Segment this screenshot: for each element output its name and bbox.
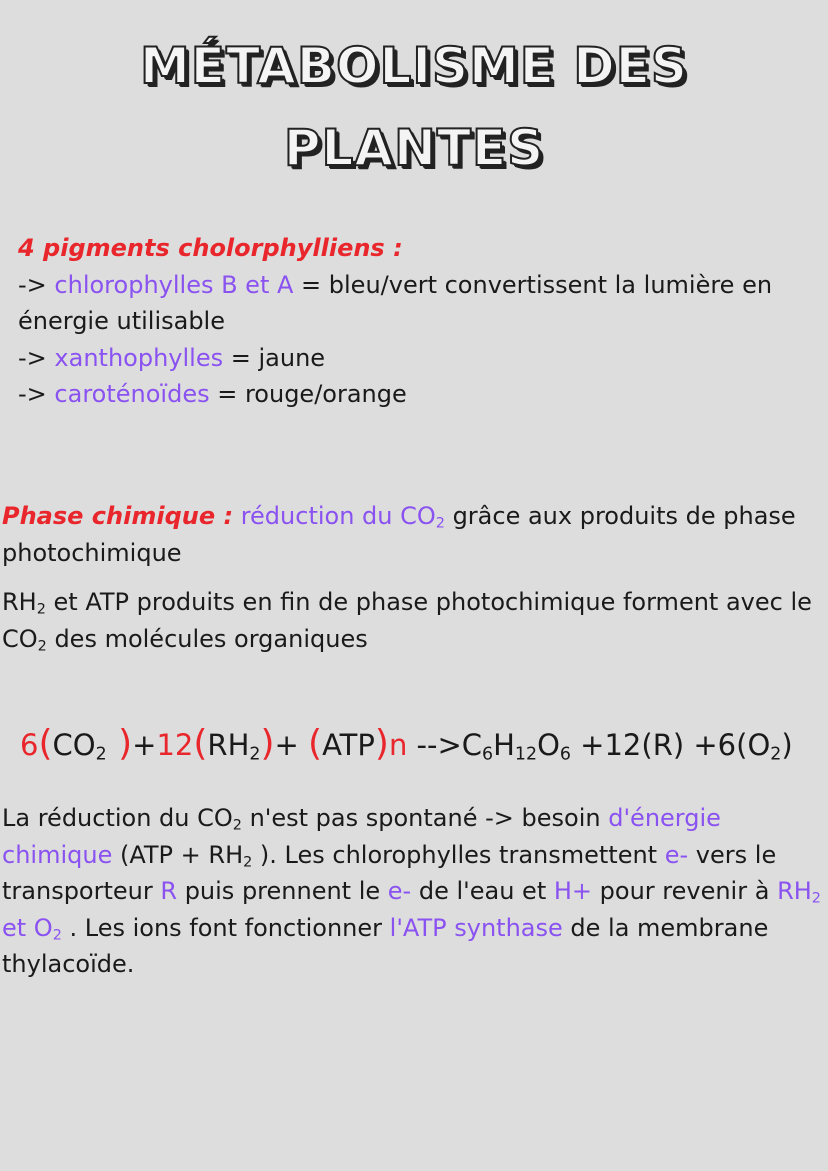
pigment-description: = bleu/vert convertissent la lumière en énergie utilisable: [18, 270, 773, 335]
photosynthesis-equation: $6(CO_2$ )$+12(RH_2)+ (ATP)n$ $-->C_6H_{12}O_6 +12(R) +6(O_2)$: [20, 723, 793, 765]
pigment-item: [18, 376, 818, 413]
phase-highlight: réduction du $CO_2$: [240, 502, 445, 532]
pigment-description: = rouge/orange: [209, 380, 407, 408]
rh-atp-paragraph: $RH_2$ et ATP produits en fin de phase photochimique forment avec le $CO_2$ des molécules organiques: [2, 588, 812, 655]
pigment-item: [18, 340, 818, 377]
pigment-description: = jaune: [223, 343, 326, 372]
phase-chimique-paragraph: [2, 498, 812, 571]
title-line-2: PLANTES: [283, 119, 545, 177]
reduction-paragraph: La réduction du $CO_2$ n'est pas spontané -> besoin d'énergie chimique ($ATP + RH_2$ ). Les chlorophylles transmettent e- vers le transporteur R puis prennent le e- de l'eau et H+ pour revenir à $RH_2$ et $O_2$ . Les ions font fonctionner l'ATP synthase de la membrane thylacoïde.: [2, 804, 821, 978]
phase-text: grâce aux produits de phase photochimique: [2, 502, 796, 567]
pigment-name: chlorophylles B et A: [54, 270, 294, 299]
pigments-heading: 4 pigments cholorphylliens :: [18, 234, 403, 262]
page-title: [0, 36, 828, 200]
arrow-marker: ->: [18, 380, 47, 408]
arrow-marker: ->: [18, 270, 47, 299]
pigment-name: xanthophylles: [54, 343, 224, 372]
pigment-item: [18, 267, 818, 340]
phase-heading: Phase chimique :: [2, 502, 234, 530]
title-line-1: MÉTABOLISME DES: [140, 37, 688, 95]
pigments-section: [18, 230, 818, 413]
pigment-name: caroténoïdes: [54, 380, 210, 408]
arrow-marker: ->: [18, 343, 47, 372]
